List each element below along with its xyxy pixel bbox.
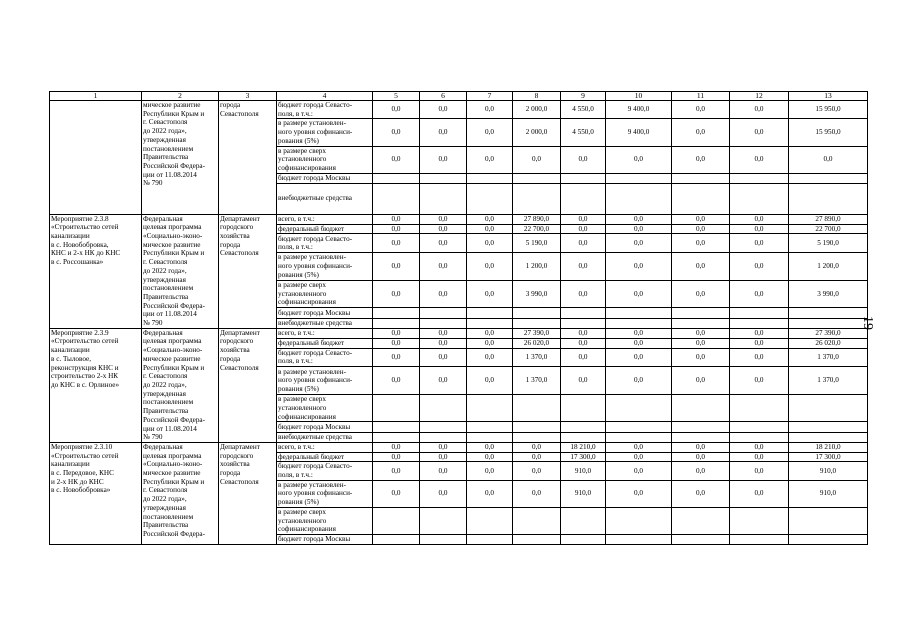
funding-source-cell: в размере сверх установленного софинансирования (277, 394, 373, 422)
amount-cell: 0,0 (373, 452, 420, 462)
amount-cell (561, 183, 606, 214)
amount-cell: 0,0 (420, 480, 467, 507)
table-body (50, 92, 868, 545)
amount-cell: 0,0 (467, 328, 513, 338)
amount-cell: 0,0 (373, 328, 420, 338)
amount-cell: 0,0 (513, 462, 561, 480)
amount-cell (373, 534, 420, 544)
amount-cell (561, 422, 606, 432)
amount-cell (513, 308, 561, 318)
funding-source-cell: в размере установлен- ного уровня софинанси- рования (5%) (277, 253, 373, 281)
table-row (50, 214, 868, 224)
amount-cell: 0,0 (373, 146, 420, 173)
amount-cell (672, 507, 730, 534)
column-number: 7 (467, 92, 513, 101)
amount-cell: 1 370,0 (513, 348, 561, 367)
amount-cell: 0,0 (420, 146, 467, 173)
funding-source-cell: в размере установлен- ного уровня софинанси- рования (5%) (277, 119, 373, 146)
amount-cell: 0,0 (420, 462, 467, 480)
amount-cell (606, 173, 672, 183)
amount-cell: 0,0 (420, 328, 467, 338)
amount-cell: 910,0 (561, 480, 606, 507)
amount-cell: 2 000,0 (513, 101, 561, 119)
amount-cell: 0,0 (420, 280, 467, 308)
amount-cell: 0,0 (373, 367, 420, 395)
amount-cell (513, 318, 561, 328)
amount-cell: 0,0 (606, 367, 672, 395)
funding-source-cell: внебюджетные средства (277, 318, 373, 328)
amount-cell: 0,0 (467, 214, 513, 224)
amount-cell: 0,0 (672, 328, 730, 338)
amount-cell: 0,0 (420, 338, 467, 348)
funding-source-cell: внебюджетные средства (277, 183, 373, 214)
funding-source-cell: в размере установлен- ного уровня софинанси- рования (5%) (277, 480, 373, 507)
amount-cell: 5 190,0 (789, 234, 868, 253)
amount-cell: 9 400,0 (606, 119, 672, 146)
amount-cell: 0,0 (373, 462, 420, 480)
amount-cell (513, 534, 561, 544)
amount-cell: 0,0 (420, 367, 467, 395)
funding-source-cell: бюджет города Москвы (277, 173, 373, 183)
amount-cell: 0,0 (373, 214, 420, 224)
amount-cell: 0,0 (672, 146, 730, 173)
amount-cell: 0,0 (730, 101, 789, 119)
amount-cell: 0,0 (730, 462, 789, 480)
amount-cell: 0,0 (467, 462, 513, 480)
amount-cell: 0,0 (420, 119, 467, 146)
amount-cell (467, 432, 513, 442)
amount-cell: 0,0 (373, 348, 420, 367)
amount-cell: 0,0 (467, 480, 513, 507)
funding-source-cell: в размере сверх установленного софинансирования (277, 146, 373, 173)
amount-cell: 0,0 (420, 348, 467, 367)
funding-source-cell: всего, в т.ч.: (277, 442, 373, 452)
amount-cell (730, 534, 789, 544)
amount-cell: 4 550,0 (561, 101, 606, 119)
amount-cell: 0,0 (561, 338, 606, 348)
amount-cell: 0,0 (672, 280, 730, 308)
amount-cell: 0,0 (672, 224, 730, 234)
program-basis-cell: Федеральная целевая программа «Социально-эконо- мическое развитие Республики Крым и г. Севастополя до 2022 года», утвержденная постановлением Правительства Российской Федера- ции от 11.08.2014 № 790 (142, 328, 219, 442)
amount-cell (606, 432, 672, 442)
amount-cell (420, 173, 467, 183)
amount-cell: 0,0 (672, 442, 730, 452)
amount-cell: 0,0 (730, 280, 789, 308)
amount-cell (730, 422, 789, 432)
amount-cell: 1 370,0 (789, 367, 868, 395)
amount-cell (730, 318, 789, 328)
amount-cell (420, 534, 467, 544)
amount-cell: 0,0 (606, 214, 672, 224)
amount-cell (420, 432, 467, 442)
column-number: 2 (142, 92, 219, 101)
amount-cell: 18 210,0 (789, 442, 868, 452)
amount-cell: 0,0 (373, 338, 420, 348)
amount-cell (467, 173, 513, 183)
amount-cell (420, 507, 467, 534)
funding-source-cell: бюджет города Севасто- поля, в т.ч.: (277, 462, 373, 480)
amount-cell: 0,0 (420, 101, 467, 119)
amount-cell: 0,0 (420, 224, 467, 234)
amount-cell (561, 308, 606, 318)
amount-cell (513, 394, 561, 422)
funding-source-cell: всего, в т.ч.: (277, 328, 373, 338)
funding-source-cell: бюджет города Москвы (277, 422, 373, 432)
amount-cell: 26 020,0 (513, 338, 561, 348)
amount-cell: 3 990,0 (789, 280, 868, 308)
amount-cell: 0,0 (606, 253, 672, 281)
amount-cell: 0,0 (467, 253, 513, 281)
amount-cell: 0,0 (606, 328, 672, 338)
amount-cell (467, 183, 513, 214)
amount-cell (561, 394, 606, 422)
column-number: 12 (730, 92, 789, 101)
amount-cell: 0,0 (561, 348, 606, 367)
amount-cell: 0,0 (420, 452, 467, 462)
program-basis-cell: мическое развитие Республики Крым и г. Севастополя до 2022 года», утвержденная постановлением Правительства Российской Федера- ции от 11.08.2014 № 790 (142, 101, 219, 215)
amount-cell: 3 990,0 (513, 280, 561, 308)
amount-cell (789, 394, 868, 422)
amount-cell: 0,0 (420, 234, 467, 253)
amount-cell (730, 432, 789, 442)
amount-cell: 0,0 (730, 146, 789, 173)
amount-cell: 0,0 (606, 480, 672, 507)
amount-cell (789, 422, 868, 432)
amount-cell: 0,0 (467, 146, 513, 173)
measure-name-cell: Мероприятие 2.3.8 «Строительство сетей канализации в с. Новобобровка, КНС и 2-х НК до КНС в с. Россошанка» (50, 214, 142, 328)
amount-cell: 2 000,0 (513, 119, 561, 146)
amount-cell (373, 394, 420, 422)
amount-cell: 0,0 (467, 442, 513, 452)
measure-name-cell: Мероприятие 2.3.9 «Строительство сетей канализации в с. Тыловое, реконструкция КНС и строительство 2-х НК до КНС в с. Орлиное» (50, 328, 142, 442)
amount-cell: 0,0 (561, 367, 606, 395)
amount-cell: 0,0 (606, 146, 672, 173)
funding-source-cell: внебюджетные средства (277, 432, 373, 442)
amount-cell: 0,0 (730, 224, 789, 234)
amount-cell: 0,0 (606, 224, 672, 234)
amount-cell: 0,0 (467, 119, 513, 146)
amount-cell: 0,0 (373, 480, 420, 507)
amount-cell: 0,0 (373, 119, 420, 146)
amount-cell (420, 318, 467, 328)
amount-cell: 0,0 (730, 214, 789, 224)
column-number: 4 (277, 92, 373, 101)
amount-cell: 0,0 (672, 214, 730, 224)
amount-cell: 0,0 (606, 348, 672, 367)
executor-cell: города Севастополя (219, 101, 277, 215)
amount-cell: 0,0 (373, 280, 420, 308)
column-number: 1 (50, 92, 142, 101)
amount-cell (789, 308, 868, 318)
amount-cell: 0,0 (730, 328, 789, 338)
amount-cell: 0,0 (672, 119, 730, 146)
program-basis-cell: Федеральная целевая программа «Социально-эконо- мическое развитие Республики Крым и г. Севастополя до 2022 года», утвержденная постановлением Правительства Российской Федера- ции от 11.08.2014 № 790 (142, 214, 219, 328)
funding-source-cell: федеральный бюджет (277, 452, 373, 462)
table-row (50, 328, 868, 338)
amount-cell: 0,0 (467, 224, 513, 234)
measure-name-cell: Мероприятие 2.3.10 «Строительство сетей канализации в с. Передовое, КНС и 2-х НК до КНС в с. Новобобровка» (50, 442, 142, 544)
column-number: 9 (561, 92, 606, 101)
amount-cell (373, 422, 420, 432)
amount-cell: 0,0 (467, 234, 513, 253)
amount-cell: 0,0 (373, 234, 420, 253)
amount-cell (730, 183, 789, 214)
page-number: 19 (860, 316, 875, 330)
amount-cell (672, 318, 730, 328)
amount-cell: 0,0 (606, 280, 672, 308)
amount-cell: 15 950,0 (789, 101, 868, 119)
amount-cell: 0,0 (730, 367, 789, 395)
amount-cell (513, 183, 561, 214)
amount-cell (467, 534, 513, 544)
amount-cell: 0,0 (606, 338, 672, 348)
funding-source-cell: бюджет города Москвы (277, 534, 373, 544)
column-number: 10 (606, 92, 672, 101)
amount-cell (672, 183, 730, 214)
amount-cell: 0,0 (467, 101, 513, 119)
amount-cell: 0,0 (672, 480, 730, 507)
amount-cell: 26 020,0 (789, 338, 868, 348)
amount-cell (672, 173, 730, 183)
funding-source-cell: бюджет города Москвы (277, 308, 373, 318)
amount-cell: 22 700,0 (513, 224, 561, 234)
funding-source-cell: бюджет города Севасто- поля, в т.ч.: (277, 101, 373, 119)
amount-cell (730, 173, 789, 183)
amount-cell: 0,0 (467, 348, 513, 367)
amount-cell (789, 183, 868, 214)
amount-cell: 5 190,0 (513, 234, 561, 253)
amount-cell: 0,0 (561, 328, 606, 338)
amount-cell: 1 370,0 (789, 348, 868, 367)
amount-cell: 0,0 (561, 253, 606, 281)
amount-cell (420, 422, 467, 432)
amount-cell: 0,0 (672, 338, 730, 348)
amount-cell: 9 400,0 (606, 101, 672, 119)
column-number-row (50, 92, 868, 101)
amount-cell: 0,0 (373, 101, 420, 119)
amount-cell: 0,0 (561, 214, 606, 224)
amount-cell: 27 890,0 (513, 214, 561, 224)
amount-cell: 0,0 (513, 146, 561, 173)
amount-cell (672, 422, 730, 432)
amount-cell: 0,0 (561, 280, 606, 308)
amount-cell: 18 210,0 (561, 442, 606, 452)
amount-cell (420, 394, 467, 422)
amount-cell (606, 183, 672, 214)
amount-cell (373, 507, 420, 534)
amount-cell (513, 173, 561, 183)
amount-cell: 0,0 (606, 462, 672, 480)
amount-cell: 0,0 (672, 452, 730, 462)
amount-cell: 0,0 (513, 452, 561, 462)
amount-cell: 0,0 (730, 480, 789, 507)
measure-name-cell (50, 101, 142, 215)
amount-cell: 0,0 (513, 442, 561, 452)
amount-cell: 910,0 (789, 480, 868, 507)
amount-cell (467, 308, 513, 318)
table-row (50, 442, 868, 452)
funding-source-cell: в размере установлен- ного уровня софинанси- рования (5%) (277, 367, 373, 395)
amount-cell (606, 422, 672, 432)
amount-cell: 0,0 (513, 480, 561, 507)
amount-cell (513, 432, 561, 442)
amount-cell (561, 534, 606, 544)
funding-source-cell: бюджет города Севасто- поля, в т.ч.: (277, 234, 373, 253)
amount-cell: 0,0 (672, 234, 730, 253)
amount-cell (561, 507, 606, 534)
amount-cell (672, 308, 730, 318)
amount-cell (789, 507, 868, 534)
funding-source-cell: всего, в т.ч.: (277, 214, 373, 224)
amount-cell: 27 890,0 (789, 214, 868, 224)
amount-cell: 0,0 (730, 338, 789, 348)
amount-cell: 0,0 (373, 224, 420, 234)
amount-cell: 0,0 (373, 442, 420, 452)
amount-cell (730, 308, 789, 318)
amount-cell: 1 200,0 (513, 253, 561, 281)
column-number: 11 (672, 92, 730, 101)
amount-cell (467, 394, 513, 422)
amount-cell (467, 318, 513, 328)
amount-cell (606, 534, 672, 544)
amount-cell: 0,0 (561, 146, 606, 173)
amount-cell: 0,0 (420, 442, 467, 452)
amount-cell: 0,0 (606, 234, 672, 253)
amount-cell: 0,0 (672, 367, 730, 395)
amount-cell: 0,0 (672, 253, 730, 281)
table-row (50, 101, 868, 119)
amount-cell: 27 390,0 (789, 328, 868, 338)
amount-cell (606, 308, 672, 318)
amount-cell: 0,0 (467, 452, 513, 462)
amount-cell: 17 300,0 (561, 452, 606, 462)
program-table-sheet (49, 91, 867, 599)
funding-source-cell: бюджет города Севасто- поля, в т.ч.: (277, 348, 373, 367)
funding-source-cell: федеральный бюджет (277, 338, 373, 348)
amount-cell: 27 390,0 (513, 328, 561, 338)
program-basis-cell: Федеральная целевая программа «Социально-эконо- мическое развитие Республики Крым и г. Севастополя до 2022 года», утвержденная постановлением Правительства Российской Федера- (142, 442, 219, 544)
amount-cell: 0,0 (561, 224, 606, 234)
column-number: 5 (373, 92, 420, 101)
amount-cell (467, 507, 513, 534)
amount-cell (730, 507, 789, 534)
amount-cell (789, 534, 868, 544)
amount-cell (606, 507, 672, 534)
amount-cell (373, 308, 420, 318)
amount-cell: 0,0 (672, 101, 730, 119)
amount-cell: 0,0 (730, 119, 789, 146)
amount-cell (730, 394, 789, 422)
amount-cell: 0,0 (606, 442, 672, 452)
amount-cell: 0,0 (606, 452, 672, 462)
amount-cell (561, 173, 606, 183)
executor-cell: Департамент городского хозяйства города Севастополя (219, 442, 277, 544)
amount-cell: 0,0 (420, 253, 467, 281)
amount-cell (420, 183, 467, 214)
funding-source-cell: федеральный бюджет (277, 224, 373, 234)
amount-cell (606, 318, 672, 328)
executor-cell: Департамент городского хозяйства города Севастополя (219, 328, 277, 442)
amount-cell: 0,0 (420, 214, 467, 224)
amount-cell: 0,0 (672, 462, 730, 480)
amount-cell (672, 534, 730, 544)
amount-cell: 4 550,0 (561, 119, 606, 146)
amount-cell: 0,0 (672, 348, 730, 367)
amount-cell: 0,0 (730, 234, 789, 253)
amount-cell (373, 318, 420, 328)
column-number: 8 (513, 92, 561, 101)
amount-cell (513, 422, 561, 432)
amount-cell (606, 394, 672, 422)
executor-cell: Департамент городского хозяйства города Севастополя (219, 214, 277, 328)
amount-cell: 0,0 (730, 348, 789, 367)
column-number: 13 (789, 92, 868, 101)
amount-cell (373, 173, 420, 183)
funding-source-cell: в размере сверх установленного софинансирования (277, 280, 373, 308)
amount-cell: 0,0 (467, 338, 513, 348)
amount-cell: 0,0 (467, 280, 513, 308)
amount-cell: 910,0 (789, 462, 868, 480)
amount-cell (373, 183, 420, 214)
amount-cell: 1 370,0 (513, 367, 561, 395)
amount-cell: 0,0 (730, 253, 789, 281)
amount-cell (561, 318, 606, 328)
amount-cell (672, 394, 730, 422)
amount-cell (373, 432, 420, 442)
amount-cell (420, 308, 467, 318)
amount-cell: 0,0 (789, 146, 868, 173)
amount-cell: 15 950,0 (789, 119, 868, 146)
column-number: 3 (219, 92, 277, 101)
financing-table (49, 91, 868, 545)
amount-cell: 22 700,0 (789, 224, 868, 234)
amount-cell (467, 422, 513, 432)
amount-cell (789, 318, 868, 328)
amount-cell: 0,0 (730, 452, 789, 462)
amount-cell: 1 200,0 (789, 253, 868, 281)
amount-cell: 0,0 (730, 442, 789, 452)
amount-cell: 0,0 (561, 234, 606, 253)
column-number: 6 (420, 92, 467, 101)
amount-cell: 17 300,0 (789, 452, 868, 462)
amount-cell: 0,0 (467, 367, 513, 395)
amount-cell: 0,0 (373, 253, 420, 281)
amount-cell (789, 432, 868, 442)
funding-source-cell: в размере сверх установленного софинансирования (277, 507, 373, 534)
amount-cell (561, 432, 606, 442)
amount-cell (513, 507, 561, 534)
amount-cell (672, 432, 730, 442)
amount-cell: 910,0 (561, 462, 606, 480)
amount-cell (789, 173, 868, 183)
